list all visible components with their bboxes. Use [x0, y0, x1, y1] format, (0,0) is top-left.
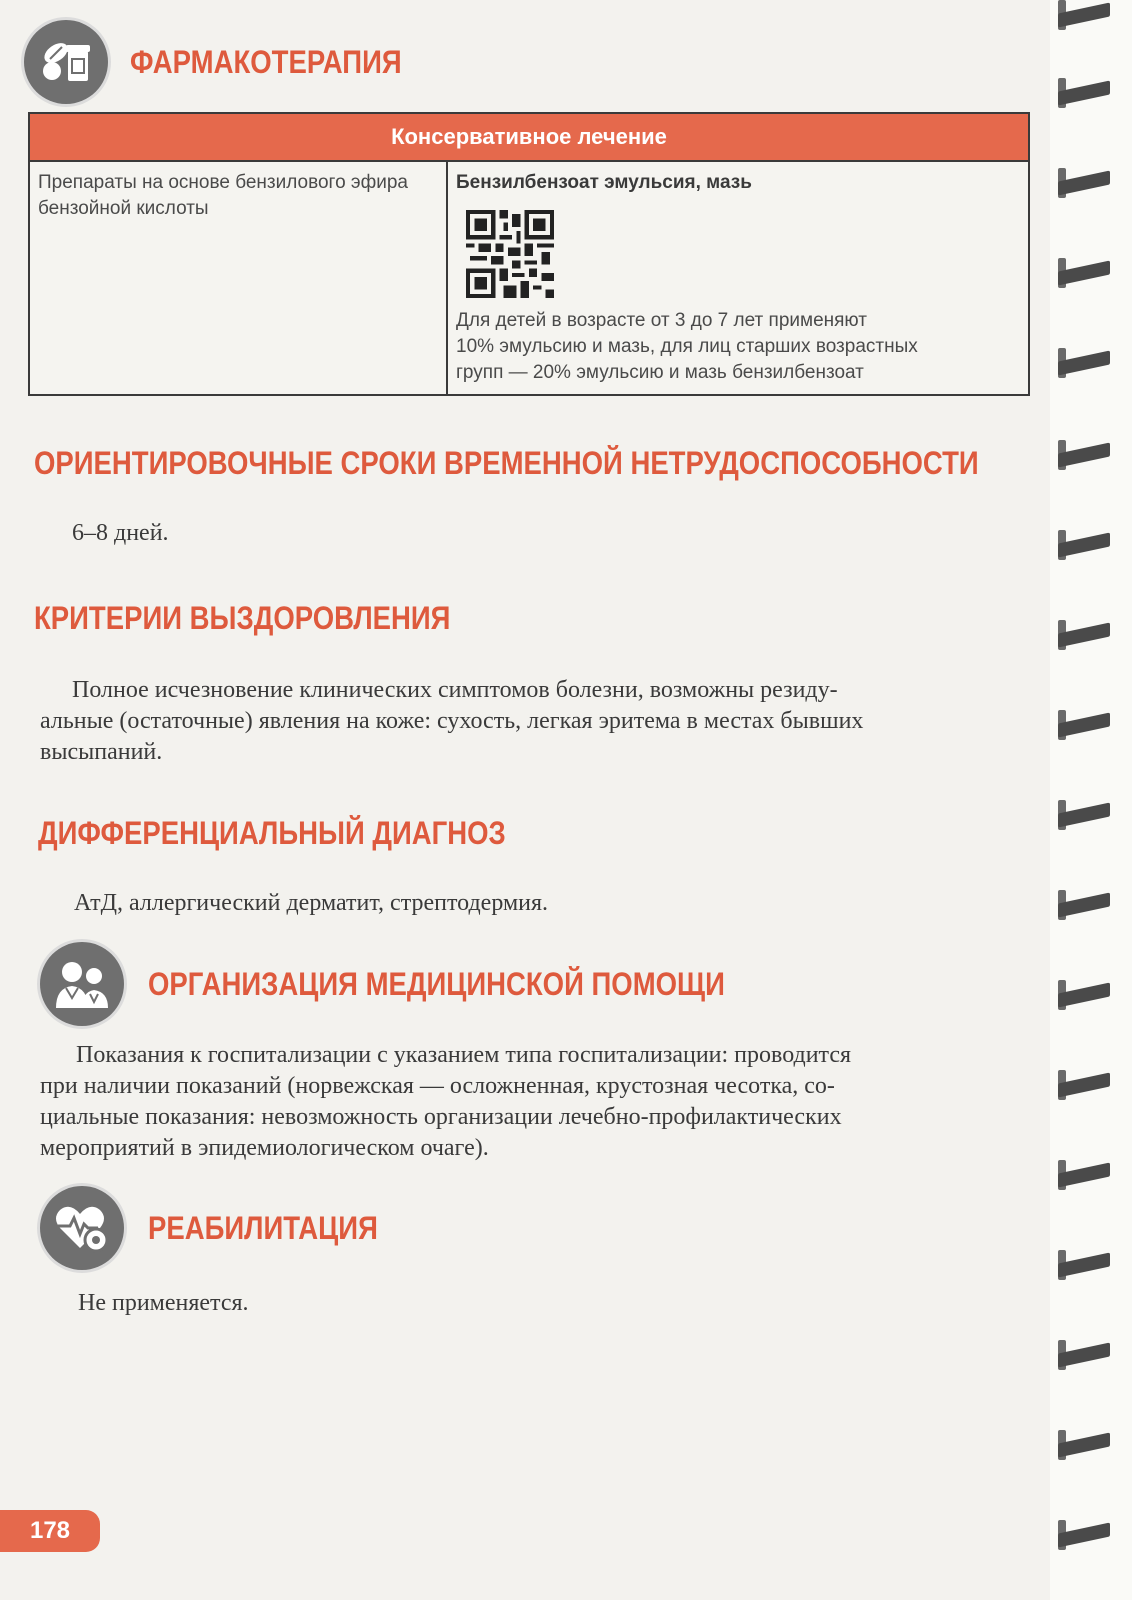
rehabilitation-title: РЕАБИЛИТАЦИЯ [148, 1209, 378, 1246]
drug-cell [447, 161, 1029, 395]
spiral-coil [1058, 1340, 1110, 1370]
rehabilitation-header [40, 1186, 415, 1270]
disability-title: ОРИЕНТИРОВОЧНЫЕ СРОКИ ВРЕМЕННОЙ НЕТРУДОСПОСОБНОСТИ [34, 445, 979, 481]
spiral-coil [1058, 440, 1110, 470]
drug-note-line-3: групп — 20% эмульсию и мазь бензилбензоат [456, 362, 864, 383]
organization-line-1: Показания к госпитализации с указанием типа госпитализации: проводится [76, 1042, 852, 1068]
organization-line-2: при наличии показаний (норвежская — осложненная, крустозная чесотка, со- [40, 1073, 835, 1099]
pharmacotherapy-header [24, 20, 446, 104]
drug-name: Бензилбензоат эмульсия, мазь [456, 172, 752, 193]
organization-line-3: циальные показания: невозможность организации лечебно-профилактических [40, 1104, 842, 1130]
spiral-coil [1058, 168, 1110, 198]
spiral-coil [1058, 710, 1110, 740]
spiral-coil [1058, 800, 1110, 830]
spiral-coil [1058, 0, 1110, 30]
organization-text [40, 1040, 1035, 1164]
differential-title: ДИФФЕРЕНЦИАЛЬНЫЙ ДИАГНОЗ [38, 815, 506, 851]
treatment-table [28, 112, 1030, 396]
spiral-coil [1058, 258, 1110, 288]
spiral-coil [1058, 1520, 1110, 1550]
spiral-coil [1058, 1070, 1110, 1100]
page-number: 178 [0, 1510, 100, 1552]
spiral-binding [1050, 0, 1132, 1600]
qr-code-icon[interactable] [466, 210, 554, 298]
spiral-coil [1058, 78, 1110, 108]
drug-note-line-2: 10% эмульсию и мазь, для лиц старших возрастных [456, 336, 918, 357]
spiral-coil [1058, 620, 1110, 650]
spiral-coil [1058, 348, 1110, 378]
organization-line-4: мероприятий в эпидемиологическом очаге). [40, 1135, 489, 1161]
recovery-line-1: Полное исчезновение клинических симптомов болезни, возможны резиду- [72, 677, 838, 703]
spiral-coil [1058, 1250, 1110, 1280]
spiral-coil [1058, 1160, 1110, 1190]
heart-rehab-icon [40, 1186, 124, 1270]
disability-text: 6–8 дней. [72, 520, 169, 546]
recovery-title: КРИТЕРИИ ВЫЗДОРОВЛЕНИЯ [34, 600, 451, 636]
rehabilitation-text: Не применяется. [78, 1290, 249, 1316]
pharmacotherapy-title: ФАРМАКОТЕРАПИЯ [130, 43, 402, 80]
drug-note-line-1: Для детей в возрасте от 3 до 7 лет применяют [456, 310, 867, 331]
organization-header [40, 942, 819, 1026]
spiral-coil [1058, 980, 1110, 1010]
differential-text: АтД, аллергический дерматит, стрептодермия. [74, 890, 549, 916]
pills-icon [24, 20, 108, 104]
recovery-line-3: высыпаний. [40, 739, 163, 765]
drug-group: Препараты на основе бензилового эфира бензойной кислоты [38, 172, 408, 219]
spiral-coil [1058, 530, 1110, 560]
table-header: Консервативное лечение [29, 113, 1029, 161]
drug-group-cell [29, 161, 447, 395]
organization-title: ОРГАНИЗАЦИЯ МЕДИЦИНСКОЙ ПОМОЩИ [148, 965, 725, 1002]
spiral-coil [1058, 890, 1110, 920]
spiral-coil [1058, 1430, 1110, 1460]
recovery-text [40, 675, 1035, 768]
doctors-icon [40, 942, 124, 1026]
recovery-line-2: альные (остаточные) явления на коже: сухость, легкая эритема в местах бывших [40, 708, 864, 734]
